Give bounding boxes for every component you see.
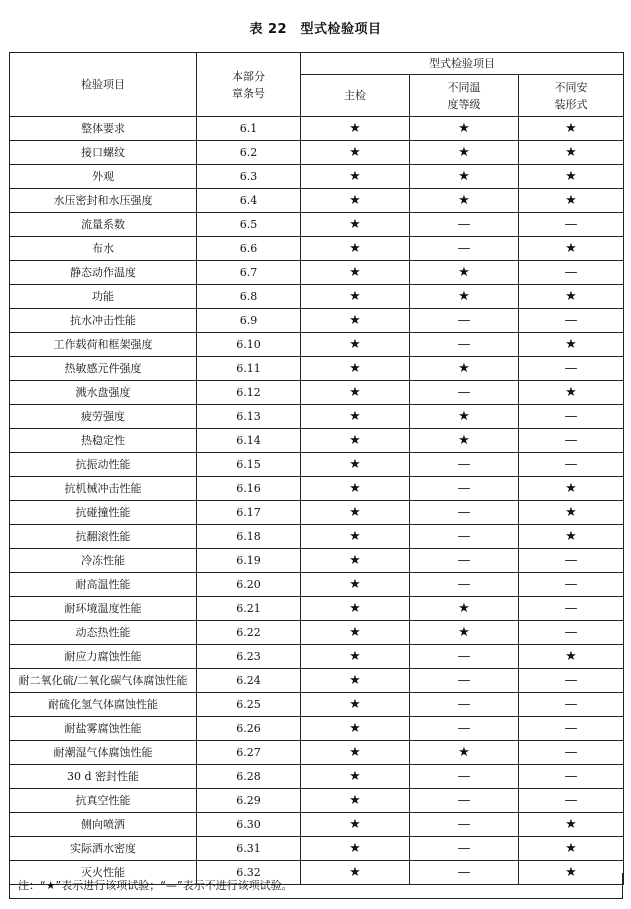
cell-install: — xyxy=(519,309,624,333)
cell-clause: 6.30 xyxy=(197,813,301,837)
table-row xyxy=(10,213,624,237)
cell-temp: — xyxy=(410,765,519,789)
cell-item: 外观 xyxy=(10,165,197,189)
cell-item: 热稳定性 xyxy=(10,429,197,453)
cell-main: ★ xyxy=(301,669,410,693)
table-row xyxy=(10,477,624,501)
cell-clause: 6.3 xyxy=(197,165,301,189)
cell-clause: 6.5 xyxy=(197,213,301,237)
cell-item: 布水 xyxy=(10,237,197,261)
cell-temp: — xyxy=(410,525,519,549)
cell-temp: — xyxy=(410,645,519,669)
cell-clause: 6.11 xyxy=(197,357,301,381)
cell-temp: — xyxy=(410,837,519,861)
cell-clause: 6.2 xyxy=(197,141,301,165)
cell-main: ★ xyxy=(301,837,410,861)
cell-clause: 6.29 xyxy=(197,789,301,813)
cell-install: ★ xyxy=(519,333,624,357)
cell-item: 工作载荷和框架强度 xyxy=(10,333,197,357)
table-row xyxy=(10,645,624,669)
cell-clause: 6.31 xyxy=(197,837,301,861)
cell-main: ★ xyxy=(301,741,410,765)
cell-main: ★ xyxy=(301,165,410,189)
cell-install: — xyxy=(519,357,624,381)
cell-install: ★ xyxy=(519,501,624,525)
cell-item: 耐高温性能 xyxy=(10,573,197,597)
cell-temp: ★ xyxy=(410,141,519,165)
header-clause: 本部分 章条号 xyxy=(197,53,301,117)
cell-install: ★ xyxy=(519,645,624,669)
cell-main: ★ xyxy=(301,645,410,669)
cell-install: — xyxy=(519,573,624,597)
cell-install: — xyxy=(519,741,624,765)
cell-clause: 6.24 xyxy=(197,669,301,693)
table-row xyxy=(10,789,624,813)
table-row xyxy=(10,525,624,549)
cell-main: ★ xyxy=(301,621,410,645)
cell-main: ★ xyxy=(301,381,410,405)
cell-install: — xyxy=(519,429,624,453)
cell-clause: 6.19 xyxy=(197,549,301,573)
cell-clause: 6.9 xyxy=(197,309,301,333)
cell-install: — xyxy=(519,261,624,285)
cell-main: ★ xyxy=(301,213,410,237)
cell-clause: 6.27 xyxy=(197,741,301,765)
cell-main: ★ xyxy=(301,789,410,813)
cell-temp: — xyxy=(410,693,519,717)
cell-temp: — xyxy=(410,213,519,237)
cell-item: 耐二氧化硫/二氧化碳气体腐蚀性能 xyxy=(10,669,197,693)
cell-main: ★ xyxy=(301,309,410,333)
cell-temp: ★ xyxy=(410,261,519,285)
cell-install: — xyxy=(519,597,624,621)
cell-main: ★ xyxy=(301,717,410,741)
cell-item: 冷冻性能 xyxy=(10,549,197,573)
table-row xyxy=(10,357,624,381)
header-item: 检验项目 xyxy=(10,53,197,117)
cell-install: ★ xyxy=(519,285,624,309)
cell-item: 耐环境温度性能 xyxy=(10,597,197,621)
cell-temp: ★ xyxy=(410,405,519,429)
table-row xyxy=(10,597,624,621)
cell-main: ★ xyxy=(301,237,410,261)
cell-item: 耐硫化氢气体腐蚀性能 xyxy=(10,693,197,717)
header-install: 不同安 装形式 xyxy=(519,75,624,117)
table-note: 注：“★”表示进行该项试验；“—”表示不进行该项试验。 xyxy=(9,873,623,899)
table-row xyxy=(10,237,624,261)
table-row xyxy=(10,693,624,717)
cell-clause: 6.25 xyxy=(197,693,301,717)
cell-clause: 6.18 xyxy=(197,525,301,549)
cell-main: ★ xyxy=(301,117,410,141)
cell-main: ★ xyxy=(301,693,410,717)
cell-temp: — xyxy=(410,549,519,573)
cell-item: 静态动作温度 xyxy=(10,261,197,285)
cell-temp: ★ xyxy=(410,621,519,645)
table-row xyxy=(10,621,624,645)
cell-temp: — xyxy=(410,669,519,693)
cell-clause: 6.17 xyxy=(197,501,301,525)
table-row xyxy=(10,405,624,429)
cell-install: — xyxy=(519,717,624,741)
table-row xyxy=(10,501,624,525)
cell-main: ★ xyxy=(301,573,410,597)
cell-main: ★ xyxy=(301,141,410,165)
cell-install: ★ xyxy=(519,837,624,861)
cell-item: 实际洒水密度 xyxy=(10,837,197,861)
cell-item: 抗碰撞性能 xyxy=(10,501,197,525)
cell-temp: — xyxy=(410,309,519,333)
cell-install: ★ xyxy=(519,237,624,261)
cell-item: 30 d 密封性能 xyxy=(10,765,197,789)
cell-main: ★ xyxy=(301,765,410,789)
cell-clause: 6.13 xyxy=(197,405,301,429)
cell-item: 耐盐雾腐蚀性能 xyxy=(10,717,197,741)
cell-temp: ★ xyxy=(410,357,519,381)
cell-temp: ★ xyxy=(410,117,519,141)
table-row xyxy=(10,741,624,765)
cell-clause: 6.21 xyxy=(197,597,301,621)
cell-clause: 6.8 xyxy=(197,285,301,309)
table-row xyxy=(10,189,624,213)
header-main: 主检 xyxy=(301,75,410,117)
cell-clause: 6.16 xyxy=(197,477,301,501)
cell-main: ★ xyxy=(301,429,410,453)
cell-temp: — xyxy=(410,501,519,525)
table-row xyxy=(10,837,624,861)
cell-main: ★ xyxy=(301,477,410,501)
cell-main: ★ xyxy=(301,501,410,525)
cell-clause: 6.15 xyxy=(197,453,301,477)
cell-temp: — xyxy=(410,477,519,501)
cell-temp: — xyxy=(410,717,519,741)
cell-install: — xyxy=(519,213,624,237)
table-row xyxy=(10,117,624,141)
cell-temp: — xyxy=(410,813,519,837)
table-row xyxy=(10,261,624,285)
cell-install: — xyxy=(519,549,624,573)
table-row xyxy=(10,285,624,309)
cell-clause: 6.22 xyxy=(197,621,301,645)
table-row xyxy=(10,309,624,333)
cell-temp: ★ xyxy=(410,597,519,621)
cell-install: ★ xyxy=(519,861,624,885)
table-row xyxy=(10,549,624,573)
cell-install: ★ xyxy=(519,525,624,549)
cell-install: ★ xyxy=(519,813,624,837)
cell-install: ★ xyxy=(519,165,624,189)
cell-item: 抗振动性能 xyxy=(10,453,197,477)
cell-item: 抗机械冲击性能 xyxy=(10,477,197,501)
cell-install: — xyxy=(519,693,624,717)
header-temp: 不同温 度等级 xyxy=(410,75,519,117)
cell-item: 水压密封和水压强度 xyxy=(10,189,197,213)
cell-item: 侧向喷洒 xyxy=(10,813,197,837)
cell-main: ★ xyxy=(301,333,410,357)
cell-install: — xyxy=(519,765,624,789)
cell-main: ★ xyxy=(301,453,410,477)
cell-main: ★ xyxy=(301,549,410,573)
cell-install: ★ xyxy=(519,117,624,141)
cell-item: 整体要求 xyxy=(10,117,197,141)
cell-clause: 6.26 xyxy=(197,717,301,741)
cell-item: 流量系数 xyxy=(10,213,197,237)
cell-item: 耐应力腐蚀性能 xyxy=(10,645,197,669)
cell-item: 灭火性能 xyxy=(10,861,197,885)
cell-main: ★ xyxy=(301,285,410,309)
cell-item: 功能 xyxy=(10,285,197,309)
cell-item: 动态热性能 xyxy=(10,621,197,645)
cell-main: ★ xyxy=(301,861,410,885)
cell-install: ★ xyxy=(519,381,624,405)
cell-item: 抗水冲击性能 xyxy=(10,309,197,333)
cell-install: ★ xyxy=(519,141,624,165)
cell-temp: — xyxy=(410,381,519,405)
cell-main: ★ xyxy=(301,189,410,213)
table-title: 表 22 型式检验项目 xyxy=(249,22,382,37)
cell-temp: ★ xyxy=(410,189,519,213)
table-row xyxy=(10,429,624,453)
cell-main: ★ xyxy=(301,357,410,381)
cell-clause: 6.12 xyxy=(197,381,301,405)
cell-clause: 6.6 xyxy=(197,237,301,261)
table-row xyxy=(10,813,624,837)
cell-clause: 6.7 xyxy=(197,261,301,285)
table-row xyxy=(10,165,624,189)
cell-temp: ★ xyxy=(410,429,519,453)
table-row xyxy=(10,717,624,741)
table-row xyxy=(10,669,624,693)
cell-main: ★ xyxy=(301,597,410,621)
cell-temp: — xyxy=(410,453,519,477)
cell-clause: 6.20 xyxy=(197,573,301,597)
cell-main: ★ xyxy=(301,405,410,429)
cell-temp: ★ xyxy=(410,741,519,765)
cell-clause: 6.23 xyxy=(197,645,301,669)
cell-install: — xyxy=(519,621,624,645)
inspection-table xyxy=(9,52,624,885)
cell-item: 耐潮湿气体腐蚀性能 xyxy=(10,741,197,765)
cell-item: 溅水盘强度 xyxy=(10,381,197,405)
cell-temp: — xyxy=(410,861,519,885)
cell-item: 疲劳强度 xyxy=(10,405,197,429)
table-row xyxy=(10,333,624,357)
table-row xyxy=(10,381,624,405)
cell-temp: — xyxy=(410,237,519,261)
table-row xyxy=(10,765,624,789)
cell-install: — xyxy=(519,453,624,477)
cell-temp: — xyxy=(410,573,519,597)
cell-temp: — xyxy=(410,333,519,357)
cell-main: ★ xyxy=(301,813,410,837)
cell-item: 热敏感元件强度 xyxy=(10,357,197,381)
cell-install: — xyxy=(519,789,624,813)
cell-clause: 6.32 xyxy=(197,861,301,885)
cell-main: ★ xyxy=(301,261,410,285)
cell-install: — xyxy=(519,669,624,693)
cell-clause: 6.14 xyxy=(197,429,301,453)
cell-temp: ★ xyxy=(410,285,519,309)
cell-temp: ★ xyxy=(410,165,519,189)
cell-main: ★ xyxy=(301,525,410,549)
cell-clause: 6.10 xyxy=(197,333,301,357)
cell-temp: — xyxy=(410,789,519,813)
cell-install: ★ xyxy=(519,477,624,501)
header-type-inspection: 型式检验项目 xyxy=(301,53,624,75)
cell-clause: 6.28 xyxy=(197,765,301,789)
cell-clause: 6.1 xyxy=(197,117,301,141)
table-row xyxy=(10,453,624,477)
cell-clause: 6.4 xyxy=(197,189,301,213)
cell-install: — xyxy=(519,405,624,429)
table-row xyxy=(10,573,624,597)
cell-install: ★ xyxy=(519,189,624,213)
table-row xyxy=(10,141,624,165)
cell-item: 抗真空性能 xyxy=(10,789,197,813)
cell-item: 接口螺纹 xyxy=(10,141,197,165)
cell-item: 抗翻滚性能 xyxy=(10,525,197,549)
